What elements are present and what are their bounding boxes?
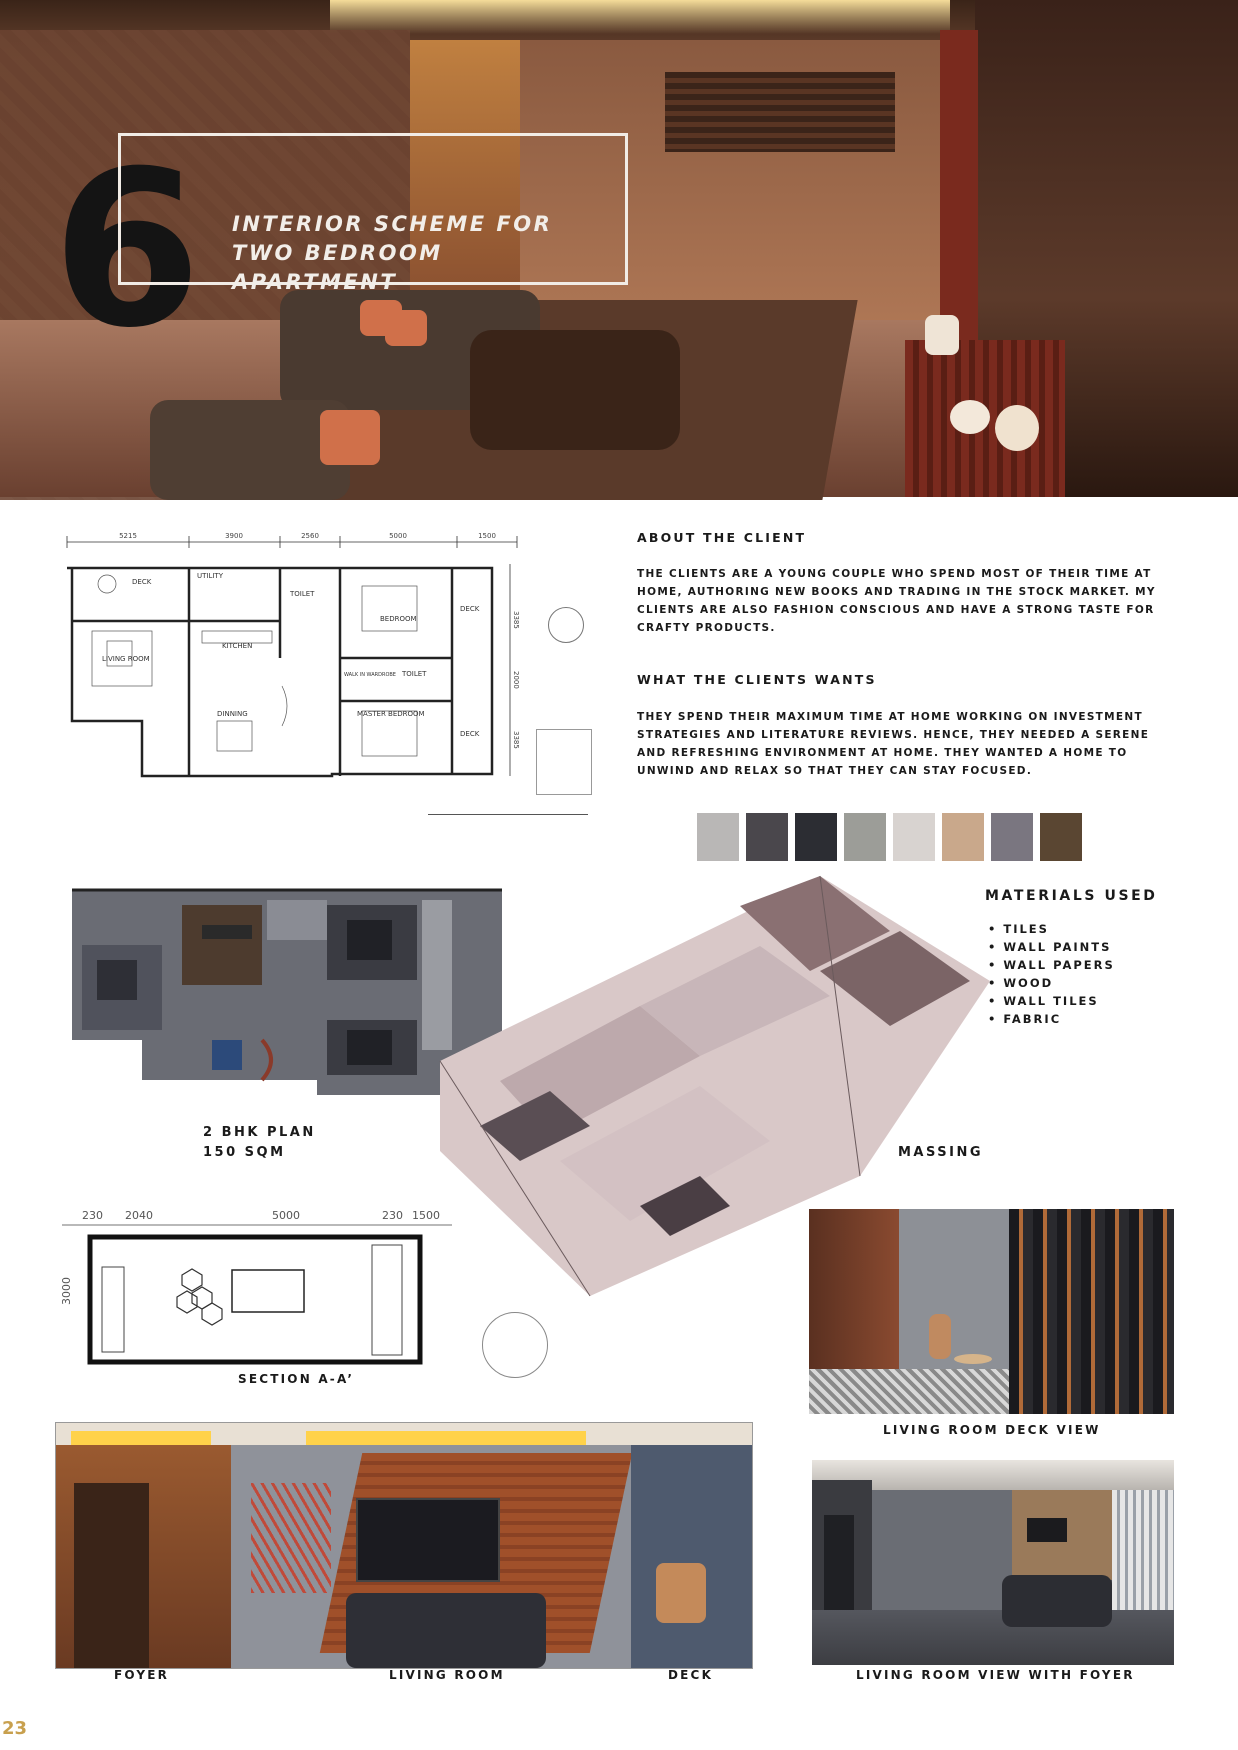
plan-room-label: LIVING ROOM — [102, 655, 150, 663]
foyer-main-door — [74, 1483, 149, 1668]
materials-list-item: • WALL TILES — [988, 992, 1115, 1010]
title-line: TWO BEDROOM APARTMENT — [232, 241, 443, 294]
about-client-text: THE CLIENTS ARE A YOUNG COUPLE WHO SPEND MOST OF THEIR TIME AT HOME, AUTHORING NEW BOOKS AND TRADING IN THE STOCK MARKET. MY CLIENTS ARE ALSO FASHION CONSCIOUS AND HAVE A STRONG TASTE FOR CRAFTY PRODUCTS. — [637, 568, 1156, 634]
materials-list-item: • TILES — [988, 920, 1115, 938]
plan-dimension: 5215 — [119, 532, 137, 540]
hero-pillow — [320, 410, 380, 465]
deck-table — [954, 1354, 992, 1364]
plan-room-label: WALK IN WARDROBE — [344, 672, 396, 678]
material-swatch — [1040, 813, 1082, 861]
elevation-label: LIVING ROOM — [389, 1668, 505, 1682]
section-dimension: 230 — [82, 1209, 103, 1222]
key-plan-icon — [548, 607, 584, 643]
living-sofa — [346, 1593, 546, 1668]
plan-room-label: DECK — [460, 605, 480, 613]
client-wants-heading: WHAT THE CLIENTS WANTS — [637, 672, 877, 687]
section-dimensions — [60, 1209, 440, 1305]
plan-caption: 2 BHK PLAN — [203, 1125, 316, 1140]
elevation-cove-light — [306, 1431, 586, 1445]
plan-dimensions — [119, 532, 520, 749]
hero-vase — [925, 315, 959, 355]
elevation-label: FOYER — [114, 1668, 170, 1682]
hero-coffee-table — [470, 330, 680, 450]
foyer-partition — [872, 1490, 1012, 1610]
plan-room-label: TOILET — [290, 590, 315, 598]
plan-area: 150 SQM — [203, 1145, 286, 1160]
materials-list-item: • WALL PAINTS — [988, 938, 1115, 956]
plan-dimension: 3385 — [512, 731, 520, 749]
deck-floor — [809, 1369, 1009, 1414]
massing-label: MASSING — [898, 1145, 984, 1160]
hero-bowl — [950, 400, 990, 434]
deck-person — [656, 1563, 706, 1623]
page-title — [232, 210, 612, 297]
chapter-number: 6 — [52, 124, 196, 375]
section-label: SECTION A-A’ — [238, 1372, 355, 1386]
foyer-sofa — [1002, 1575, 1112, 1627]
section-dimension: 1500 — [412, 1209, 440, 1222]
materials-list — [988, 920, 1115, 1028]
deck-wall — [631, 1445, 752, 1668]
material-swatch — [746, 813, 788, 861]
plan-room-labels — [102, 572, 480, 738]
plan-room-label: DECK — [132, 578, 152, 586]
client-wants-text: THEY SPEND THEIR MAXIMUM TIME AT HOME WORKING ON INVESTMENT STRATEGIES AND LITERATURE REVIEWS. HENCE, THEY NEEDED A SERENE AND REFRESHING ENVIRONMENT AT HOME. THEY WANTED A HOME TO UNWIND AND RELAX SO THAT THEY CAN STAY FOCUSED. — [637, 711, 1150, 777]
plan-dimension: 1500 — [478, 532, 496, 540]
material-swatch — [795, 813, 837, 861]
materials-heading: MATERIALS USED — [985, 888, 1158, 904]
section-dimension: 2040 — [125, 1209, 153, 1222]
plan-dimension: 3385 — [512, 611, 520, 629]
plan-room-label: DINNING — [217, 710, 248, 718]
foyer-view-label: LIVING ROOM VIEW WITH FOYER — [856, 1668, 1135, 1682]
plan-room-label: UTILITY — [197, 572, 223, 580]
about-client-heading: ABOUT THE CLIENT — [637, 530, 807, 545]
plan-dimension: 2000 — [512, 671, 520, 689]
section-height: 3000 — [60, 1277, 73, 1305]
deck-view-render — [809, 1209, 1174, 1414]
plan-legend-table — [536, 729, 592, 795]
hero-pillow — [385, 310, 427, 346]
foyer-tv — [1027, 1518, 1067, 1542]
title-line: INTERIOR SCHEME FOR — [232, 212, 553, 236]
materials-list-item: • FABRIC — [988, 1010, 1115, 1028]
section-key-plan-icon — [482, 1312, 548, 1378]
foyer-door — [824, 1515, 854, 1625]
section-drawing — [62, 1205, 482, 1375]
living-tv — [356, 1498, 500, 1582]
elevation-label: DECK — [668, 1668, 714, 1682]
plan-room-label: TOILET — [402, 670, 427, 678]
materials-list-item: • WALL PAPERS — [988, 956, 1115, 974]
rendered-2d-plan — [72, 890, 502, 1095]
material-swatch — [844, 813, 886, 861]
hero-cove-light — [330, 0, 950, 34]
deck-slatted-screen — [1009, 1209, 1174, 1414]
page-number: 23 — [2, 1718, 28, 1739]
living-foyer-render — [812, 1460, 1174, 1665]
plan-dimension: 3900 — [225, 532, 243, 540]
elevation-cove-light — [71, 1431, 211, 1445]
deck-person — [929, 1314, 951, 1359]
materials-list-item: • WOOD — [988, 974, 1115, 992]
material-swatch — [893, 813, 935, 861]
interior-elevation-render — [55, 1422, 753, 1669]
floor-plan-drawing — [62, 526, 522, 784]
deck-view-label: LIVING ROOM DECK VIEW — [883, 1423, 1101, 1437]
material-swatch — [942, 813, 984, 861]
plan-room-label: KITCHEN — [222, 642, 253, 650]
plan-room-label: MASTER BEDROOM — [357, 710, 425, 718]
hexagon-wall-art — [251, 1483, 331, 1593]
hero-wall-shelf — [665, 72, 895, 152]
hero-bowl — [995, 405, 1039, 451]
foyer-floor — [812, 1610, 1174, 1665]
plan-room-label: DECK — [460, 730, 480, 738]
plan-dimension: 5000 — [389, 532, 407, 540]
material-swatch — [991, 813, 1033, 861]
plan-dimension: 2560 — [301, 532, 319, 540]
foyer-windows — [1112, 1490, 1174, 1630]
material-swatch — [697, 813, 739, 861]
section-dimension: 230 — [382, 1209, 403, 1222]
section-dimension: 5000 — [272, 1209, 300, 1222]
plan-room-label: BEDROOM — [380, 615, 417, 623]
plan-scale-bar — [428, 806, 588, 815]
